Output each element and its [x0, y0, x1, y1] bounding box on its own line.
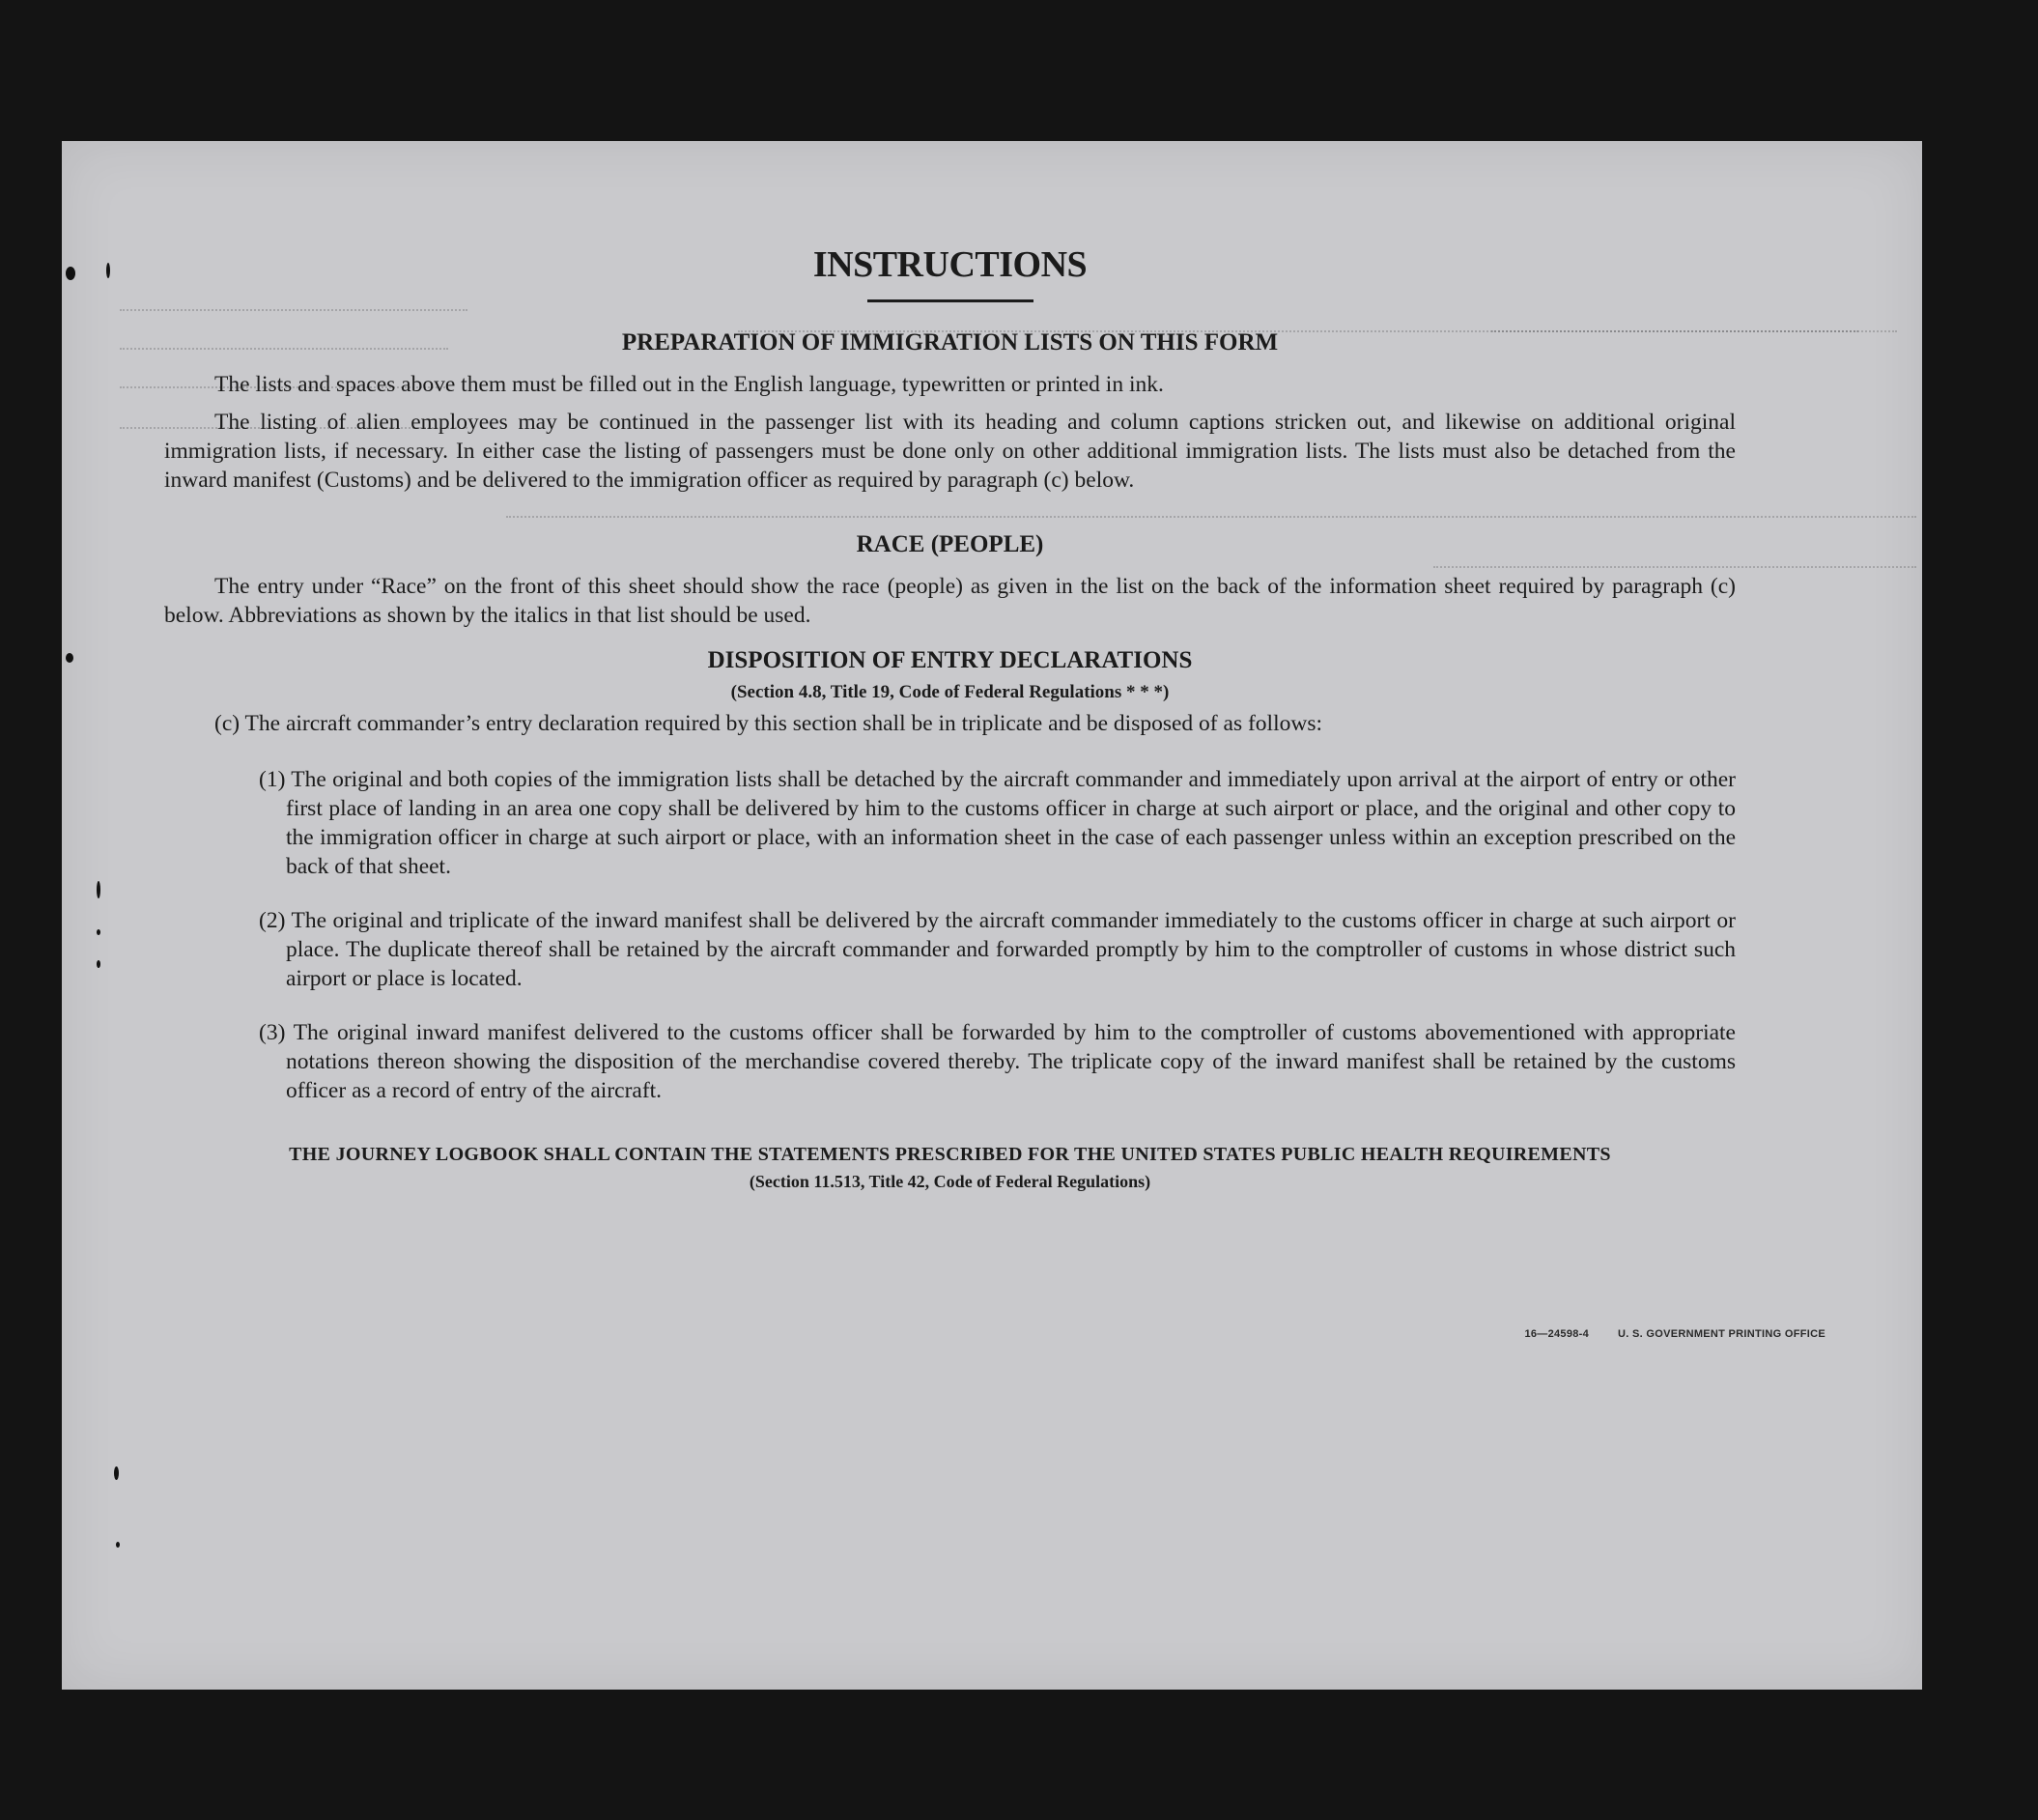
printer-name: U. S. GOVERNMENT PRINTING OFFICE [1618, 1328, 1826, 1340]
footer-statement: THE JOURNEY LOGBOOK SHALL CONTAIN THE STATEMENTS PRESCRIBED FOR THE UNITED STATES PUBLIC HEALTH REQUIREMENTS [289, 1144, 1611, 1165]
paragraph-race: The entry under “Race” on the front of this sheet should show the race (people) as given in the list on the back of the information sheet required by paragraph (c) below. Abbreviations as shown by the italics in that list should be used. [164, 574, 1736, 628]
edge-speck [116, 1542, 120, 1548]
page-title: INSTRUCTIONS [812, 244, 1088, 285]
heading-preparation: PREPARATION OF IMMIGRATION LISTS ON THIS FORM [621, 329, 1279, 355]
paragraph-preparation-2: The listing of alien employees may be continued in the passenger list with its heading and column captions stricken out, and likewise on additional original immigration lists, if necessary. In either case the listing of passengers must be done only on other additional immigration lists. The lists must also be detached from the inward manifest (Customs) and be delivered to the immigration officer as required by paragraph (c) below. [164, 410, 1736, 493]
paragraph-preparation-1: The lists and spaces above them must be filled out in the English language, typewritten or printed in ink. [214, 372, 1164, 397]
title-underline [867, 299, 1033, 302]
edge-speck [66, 653, 73, 663]
footer-citation: (Section 11.513, Title 42, Code of Federal Regulations) [749, 1172, 1151, 1191]
paragraph-disposition-intro: (c) The aircraft commander’s entry declaration required by this section shall be in triplicate and be disposed of as follows: [214, 711, 1322, 736]
subheading-disposition-citation: (Section 4.8, Title 19, Code of Federal Regulations * * *) [730, 682, 1170, 702]
printer-imprint [1524, 1328, 1826, 1340]
form-number: 16—24598-4 [1524, 1328, 1590, 1340]
list-item-disposition-3: (3) The original inward manifest delivered to the customs officer shall be forwarded by him to the comptroller of customs abovementioned with appropriate notations thereon showing the disposition of the merchandise covered thereby. The triplicate copy of the inward manifest shall be retained by the customs officer as a record of entry of the aircraft. [259, 1020, 1736, 1103]
edge-speck [97, 929, 100, 935]
instructions-content [164, 243, 1736, 1192]
edge-speck [97, 960, 100, 968]
heading-race: RACE (PEOPLE) [856, 531, 1044, 557]
edge-speck [114, 1466, 119, 1480]
edge-speck [106, 263, 110, 278]
edge-speck [66, 267, 75, 280]
list-item-disposition-2: (2) The original and triplicate of the inward manifest shall be delivered by the aircraft commander immediately to the customs officer in charge at such airport or place. The duplicate thereof shall be retained by the aircraft commander and forwarded promptly by him to the comptroller of customs in whose district such airport or place is located. [259, 908, 1736, 991]
heading-disposition: DISPOSITION OF ENTRY DECLARATIONS [707, 647, 1193, 673]
list-item-disposition-1: (1) The original and both copies of the immigration lists shall be detached by the aircraft commander and immediately upon arrival at the airport of entry or other first place of landing in an area one copy shall be delivered by him to the customs officer in charge at such airport or place, and the original and other copy to the immigration officer in charge at such airport or place, with an information sheet in the case of each passenger unless within an exception prescribed on the back of that sheet. [259, 767, 1736, 879]
edge-speck [97, 881, 100, 898]
